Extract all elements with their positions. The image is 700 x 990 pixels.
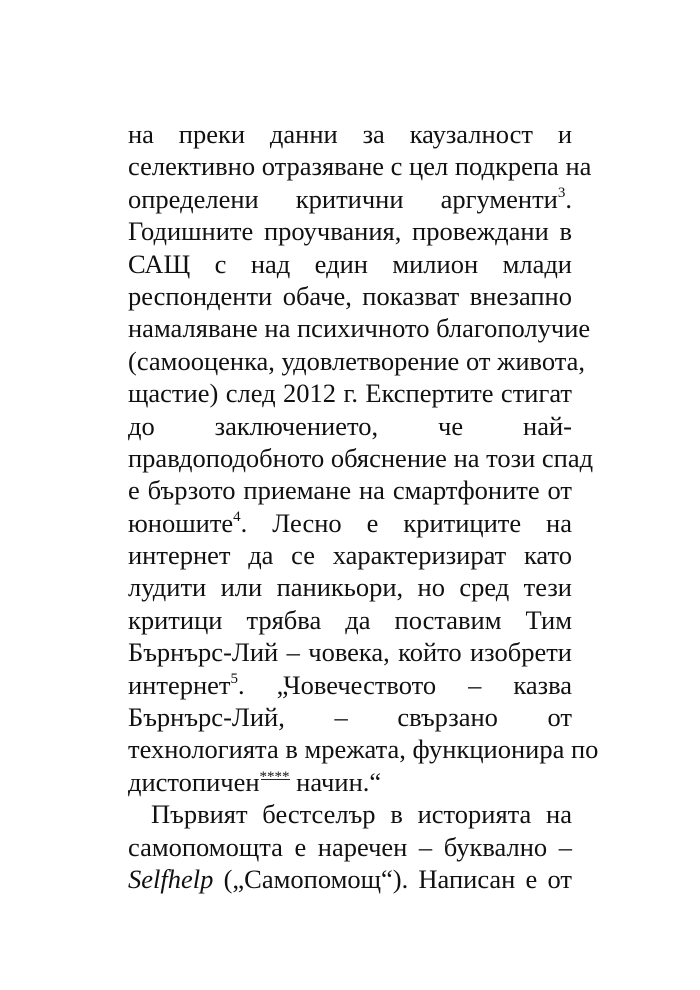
text-line: Бърнърс-Лий – човека, който изобрети bbox=[128, 637, 572, 668]
text-line: юношите$^4$. Лесно е критиците на bbox=[128, 507, 572, 538]
footnote-rule bbox=[261, 779, 290, 780]
text-line: лудити или паникьори, но сред тези bbox=[128, 572, 572, 603]
text-line: САЩ с над един милион млади bbox=[128, 248, 572, 279]
body-text bbox=[128, 118, 599, 895]
text-line: Първият бестселър в историята на bbox=[151, 799, 572, 830]
footnote-ref-4[interactable]: 4 bbox=[233, 508, 241, 525]
book-title: Selfhelp bbox=[128, 863, 214, 894]
text-line: до заключението, че най- bbox=[128, 410, 572, 441]
footnote-ref-stars[interactable]: **** bbox=[259, 768, 290, 785]
text-line: дистопичен**** начин.“ bbox=[128, 766, 382, 797]
text-line: е бързото приемане на смартфоните от bbox=[128, 475, 572, 506]
text-line: (самооценка, удовлетворение от живота, bbox=[128, 345, 586, 376]
text-line: правдоподобното обяснение на този спад bbox=[128, 442, 594, 473]
text-line: Годишните проучвания, провеждани в bbox=[128, 216, 572, 247]
text-line: Бърнърс-Лий, – свързано от bbox=[128, 702, 572, 733]
footnote-ref-5[interactable]: 5 bbox=[230, 670, 238, 687]
text-line: технологията в мрежата, функционира по bbox=[128, 734, 599, 765]
text-line: интернет да се характеризират като bbox=[128, 540, 572, 571]
text-line: на преки данни за каузалност и bbox=[128, 119, 572, 149]
footnote-ref-3[interactable]: 3 bbox=[557, 184, 566, 201]
text-line: селективно отразяване с цел подкрепа на bbox=[128, 151, 592, 182]
text-line: Selfhelp („Самопомощ“). Написан е от bbox=[128, 863, 573, 894]
text-line: определени критични аргументи$^3$. bbox=[128, 183, 572, 214]
text-line: респонденти обаче, показват внезапно bbox=[128, 280, 572, 311]
text-line: самопомощта е наречен – буквално – bbox=[128, 831, 572, 862]
text-line: намаляване на психичното благополучие bbox=[128, 313, 591, 344]
text-line: щастие) след 2012 г. Експертите стигат bbox=[128, 378, 572, 409]
text-line: критици трябва да поставим Тим bbox=[128, 604, 572, 635]
text-line: интернет$^5$. „Човечеството – казва bbox=[128, 669, 572, 700]
